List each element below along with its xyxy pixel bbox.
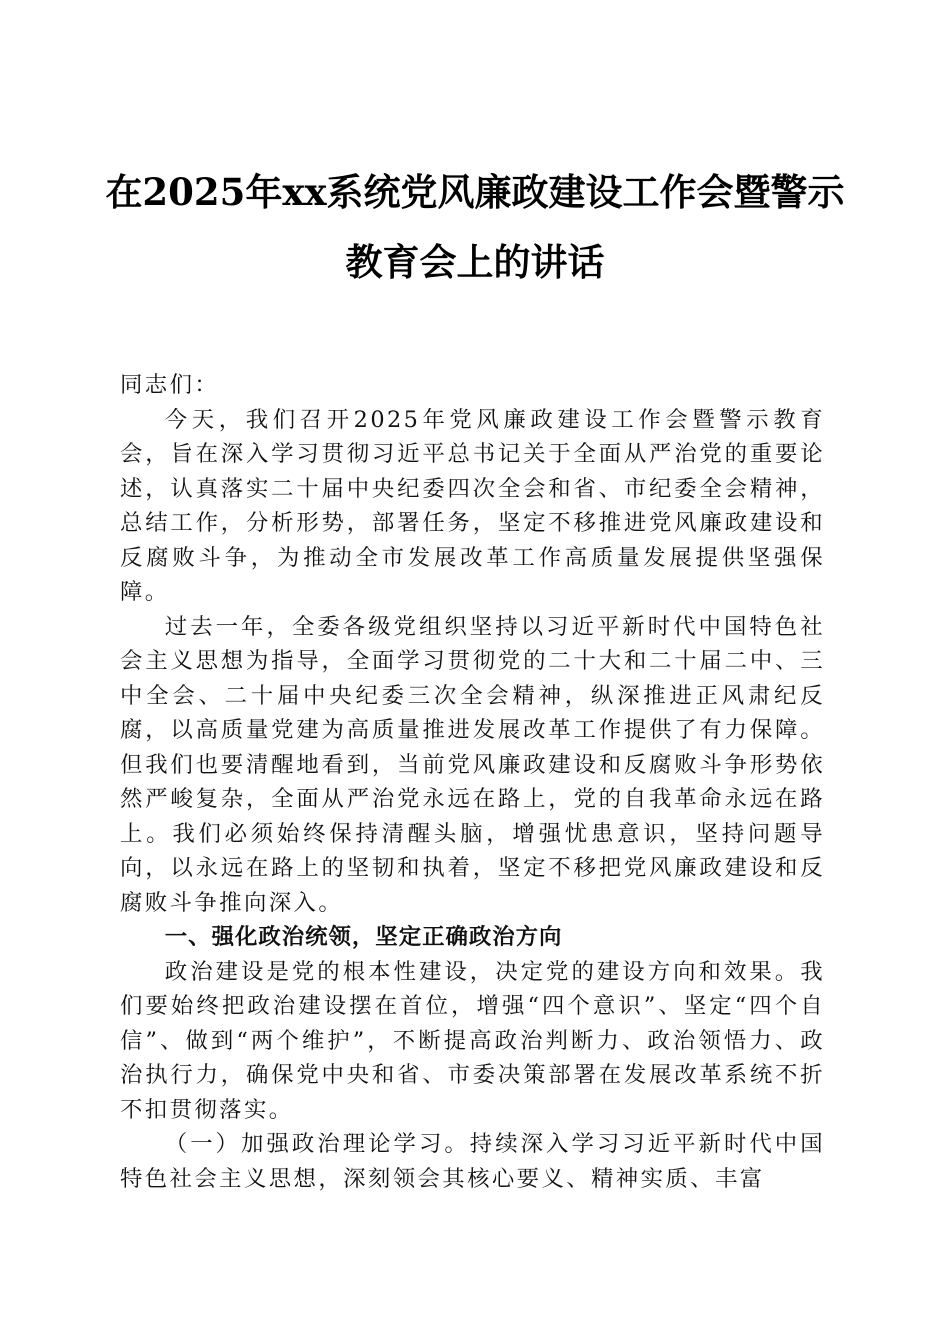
section-heading-1: 一、强化政治统领，坚定正确政治方向: [164, 924, 563, 950]
document-title-line-2: 教育会上的讲话: [345, 240, 605, 284]
document-title-line-1: 在2025年xx系统党风廉政建设工作会暨警示: [105, 170, 845, 214]
paragraph-review: 过去一年，全委各级党组织坚持以习近平新时代中国特色社会主义思想为指导，全面学习贯彻党的二十大和二十届二中、三中全会、二十届中央纪委三次全会精神，纵深推进正风肃纪反腐，以高质量党建为高质量推进发展改革工作提供了有力保障。但我们也要清醒地看到，当前党风廉政建设和反腐败斗争形势依然严峻复杂，全面从严治党永远在路上，党的自我革命永远在路上。我们必须始终保持清醒头脑，增强忧患意识，坚持问题导向，以永远在路上的坚韧和执着，坚定不移把党风廉政建设和反腐败斗争推向深入。: [120, 613, 825, 916]
document-body: [120, 368, 825, 1196]
salutation: 同志们：: [120, 372, 220, 398]
paragraph-subsection-1: （一）加强政治理论学习。持续深入学习习近平新时代中国特色社会主义思想，深刻领会其核心要义、精神实质、丰富: [120, 1131, 825, 1192]
paragraph-section-1: 政治建设是党的根本性建设，决定党的建设方向和效果。我们要始终把政治建设摆在首位，增强“四个意识”、坚定“四个自信”、做到“两个维护”，不断提高政治判断力、政治领悟力、政治执行力，确保党中央和省、市委决策部署在发展改革系统不折不扣贯彻落实。: [120, 958, 825, 1123]
paragraph-opening: 今天，我们召开2025年党风廉政建设工作会暨警示教育会，旨在深入学习贯彻习近平总书记关于全面从严治党的重要论述，认真落实二十届中央纪委四次全会和省、市纪委全会精神，总结工作，分析形势，部署任务，坚定不移推进党风廉政建设和反腐败斗争，为推动全市发展改革工作高质量发展提供坚强保障。: [120, 406, 825, 605]
